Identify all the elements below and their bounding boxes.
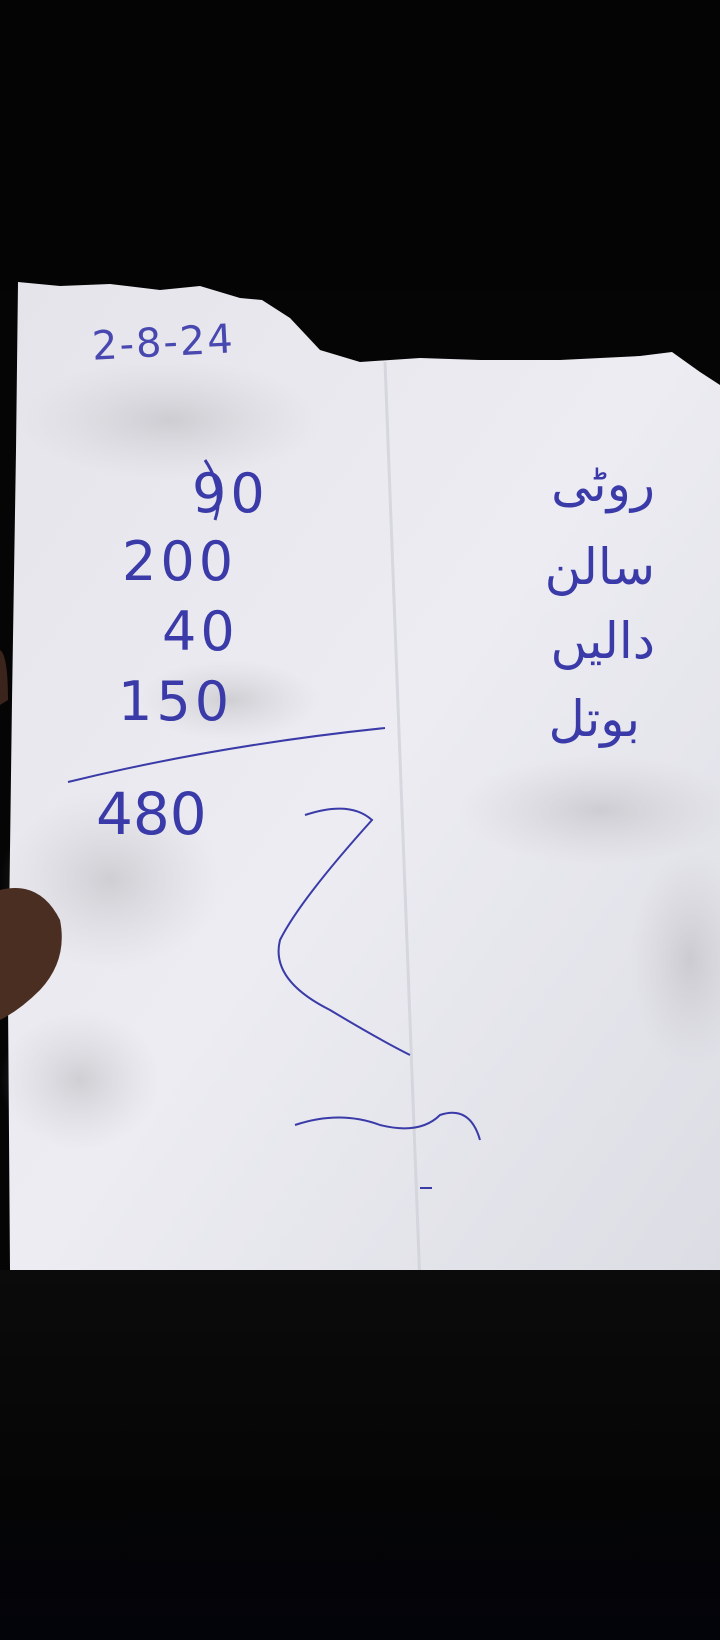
- item-3: دالیں: [550, 612, 655, 670]
- item-4: بوتل: [548, 690, 640, 748]
- item-2: سالن: [544, 538, 655, 596]
- amount-3: 40: [162, 600, 239, 663]
- dark-background-bottom: [0, 1270, 720, 1640]
- item-1: روٹی: [551, 455, 655, 513]
- amount-4: 150: [118, 670, 234, 733]
- note-date: 2-8-24: [90, 316, 236, 370]
- amount-total: 480: [96, 780, 207, 848]
- amount-2: 200: [122, 530, 238, 593]
- amount-1: 90: [192, 462, 269, 525]
